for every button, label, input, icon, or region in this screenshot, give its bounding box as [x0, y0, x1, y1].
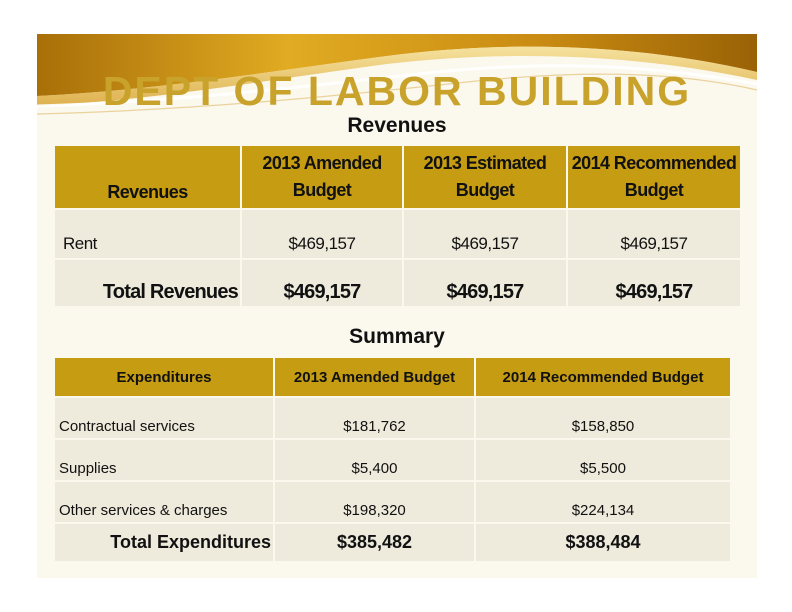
column-header: 2014 Recommended Budget	[476, 358, 730, 396]
column-header: 2013 Amended Budget	[275, 358, 474, 396]
row-label: Contractual services	[55, 398, 273, 438]
slide-title: DEPT OF LABOR BUILDING	[102, 68, 692, 114]
cell-value: $469,157	[404, 210, 566, 258]
total-row	[55, 524, 730, 561]
column-header: Revenues	[55, 146, 240, 208]
total-value: $469,157	[568, 260, 740, 306]
cell-value: $469,157	[568, 210, 740, 258]
cell-value: $469,157	[242, 210, 402, 258]
column-header: Expenditures	[55, 358, 273, 396]
row-label: Rent	[55, 210, 240, 258]
total-label: Total Expenditures	[55, 524, 273, 561]
cell-value: $224,134	[476, 482, 730, 522]
table-header-row	[55, 358, 730, 396]
total-row	[55, 260, 740, 306]
column-header: 2013 Amended Budget	[242, 146, 402, 208]
table-row	[55, 482, 730, 522]
table-row	[55, 398, 730, 438]
revenues-table	[53, 144, 742, 308]
total-value: $469,157	[404, 260, 566, 306]
total-value: $385,482	[275, 524, 474, 561]
cell-value: $158,850	[476, 398, 730, 438]
column-header: 2014 Recommended Budget	[568, 146, 740, 208]
total-label: Total Revenues	[55, 260, 240, 306]
summary-heading: Summary	[349, 325, 445, 348]
cell-value: $5,400	[275, 440, 474, 480]
row-label: Other services & charges	[55, 482, 273, 522]
table-row	[55, 440, 730, 480]
summary-table	[53, 356, 732, 563]
row-label: Supplies	[55, 440, 273, 480]
cell-value: $198,320	[275, 482, 474, 522]
cell-value: $5,500	[476, 440, 730, 480]
table-row	[55, 210, 740, 258]
table-header-row	[55, 146, 740, 208]
total-value: $469,157	[242, 260, 402, 306]
cell-value: $181,762	[275, 398, 474, 438]
total-value: $388,484	[476, 524, 730, 561]
revenues-heading: Revenues	[347, 114, 447, 137]
column-header: 2013 Estimated Budget	[404, 146, 566, 208]
